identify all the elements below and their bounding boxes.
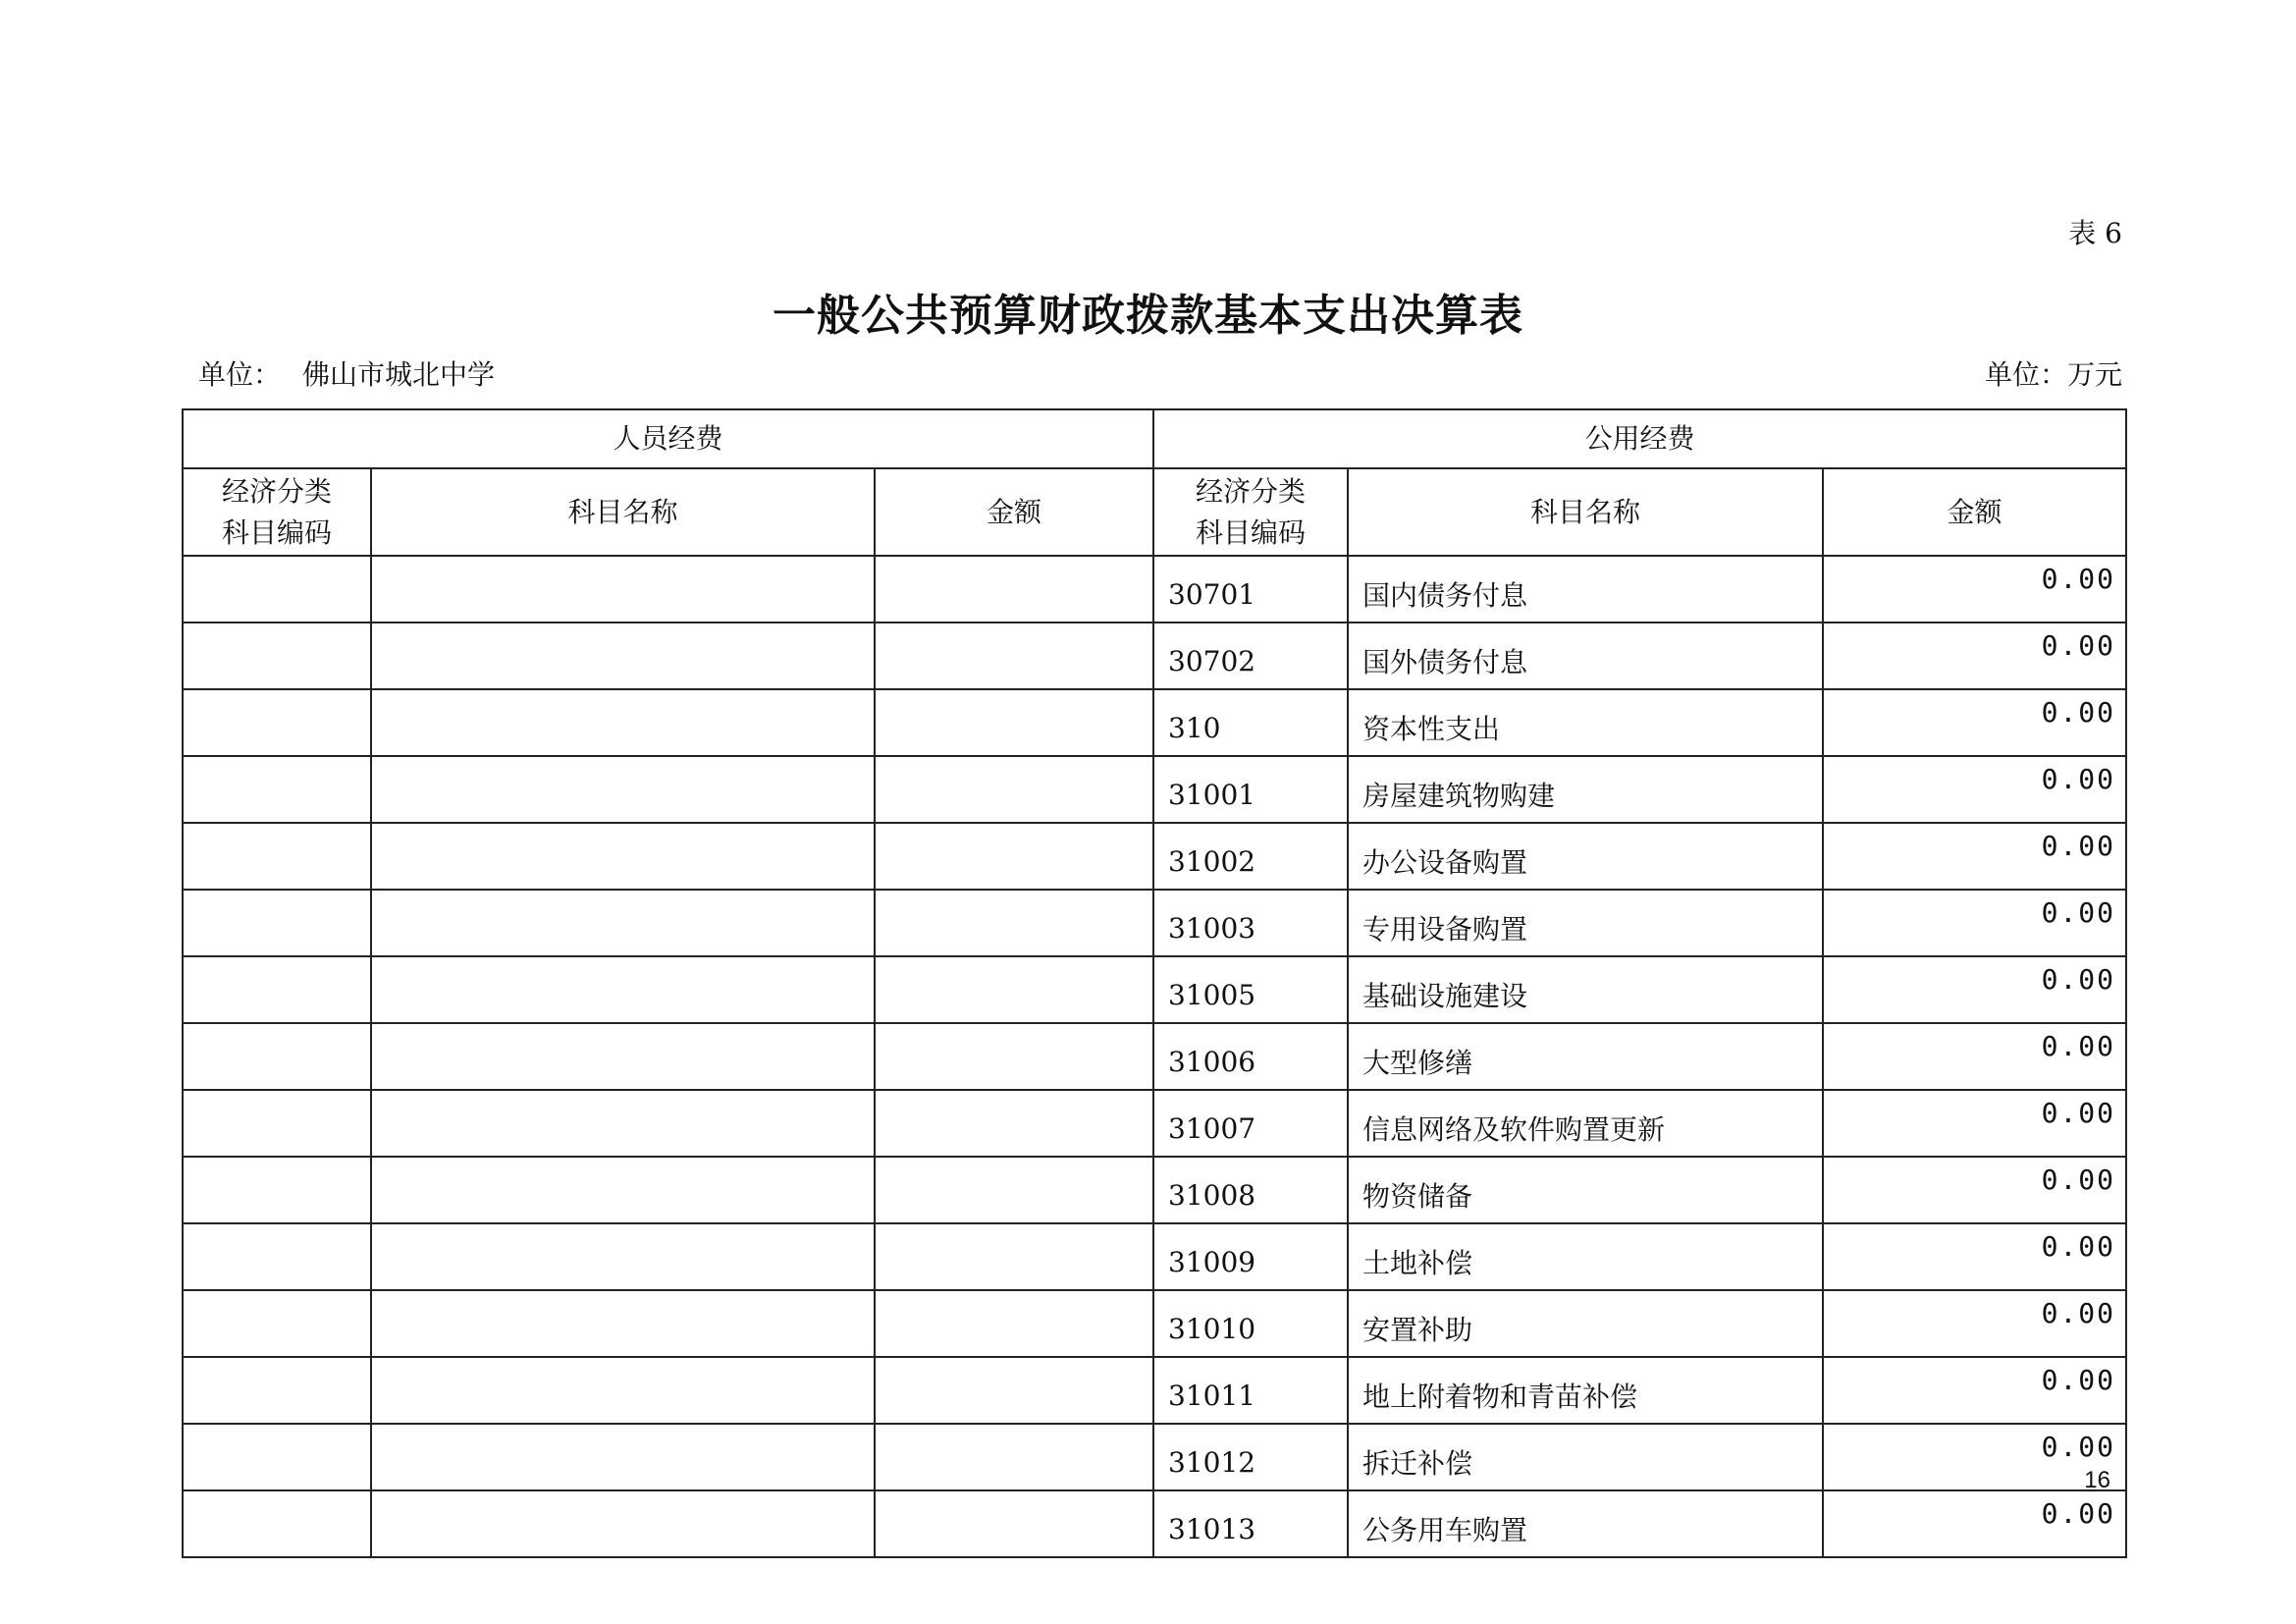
public-name-cell: 国内债务付息: [1348, 556, 1823, 623]
personnel-code-cell: [183, 1023, 371, 1090]
public-amount-cell: 0.00: [1823, 1357, 2126, 1424]
public-code-cell: 31006: [1153, 1023, 1348, 1090]
public-name-cell: 拆迁补偿: [1348, 1424, 1823, 1490]
personnel-amount-cell: [875, 956, 1153, 1023]
personnel-name-cell: [371, 1157, 875, 1223]
group-header-public: 公用经费: [1153, 409, 2126, 468]
personnel-amount-cell: [875, 1490, 1153, 1557]
personnel-name-cell: [371, 1090, 875, 1157]
public-code-cell: 31010: [1153, 1290, 1348, 1357]
public-name-cell: 基础设施建设: [1348, 956, 1823, 1023]
personnel-code-cell: [183, 823, 371, 890]
public-code-cell: 310: [1153, 689, 1348, 756]
personnel-amount-cell: [875, 1223, 1153, 1290]
group-header-row: [183, 409, 2126, 468]
public-name-cell: 专用设备购置: [1348, 890, 1823, 956]
personnel-code-cell: [183, 1290, 371, 1357]
personnel-code-cell: [183, 1424, 371, 1490]
public-amount-cell: 0.00: [1823, 1490, 2126, 1557]
public-amount-cell: 0.00: [1823, 1223, 2126, 1290]
public-amount-cell: 0.00: [1823, 1090, 2126, 1157]
table-row: [183, 956, 2126, 1023]
public-amount-cell: 0.00: [1823, 956, 2126, 1023]
personnel-name-cell: [371, 1023, 875, 1090]
public-name-cell: 公务用车购置: [1348, 1490, 1823, 1557]
personnel-amount-cell: [875, 1357, 1153, 1424]
public-code-cell: 31013: [1153, 1490, 1348, 1557]
personnel-code-cell: [183, 1090, 371, 1157]
personnel-name-cell: [371, 623, 875, 689]
personnel-name-cell: [371, 956, 875, 1023]
personnel-code-cell: [183, 1157, 371, 1223]
personnel-code-cell: [183, 689, 371, 756]
public-code-cell: 31009: [1153, 1223, 1348, 1290]
table-row: [183, 1424, 2126, 1490]
personnel-name-cell: [371, 1424, 875, 1490]
public-name-cell: 房屋建筑物购建: [1348, 756, 1823, 823]
personnel-amount-cell: [875, 823, 1153, 890]
public-name-cell: 安置补助: [1348, 1290, 1823, 1357]
group-header-personnel: 人员经费: [183, 409, 1153, 468]
personnel-code-cell: [183, 1357, 371, 1424]
personnel-name-cell: [371, 756, 875, 823]
unit-label: 单位：: [198, 358, 282, 391]
table-row: [183, 823, 2126, 890]
table-row: [183, 556, 2126, 623]
table-number: 表 6: [2068, 217, 2122, 249]
personnel-amount-cell: [875, 756, 1153, 823]
public-name-cell: 大型修缮: [1348, 1023, 1823, 1090]
table-row: [183, 1223, 2126, 1290]
public-code-cell: 31008: [1153, 1157, 1348, 1223]
public-amount-cell: 0.00: [1823, 1424, 2126, 1490]
public-name-cell: 地上附着物和青苗补偿: [1348, 1357, 1823, 1424]
public-amount-cell: 0.00: [1823, 689, 2126, 756]
table-row: [183, 890, 2126, 956]
table-row: [183, 1157, 2126, 1223]
table-row: [183, 756, 2126, 823]
page-number: 16: [2084, 1467, 2110, 1493]
personnel-code-cell: [183, 890, 371, 956]
public-code-cell: 31005: [1153, 956, 1348, 1023]
personnel-code-cell: [183, 956, 371, 1023]
public-name-cell: 土地补偿: [1348, 1223, 1823, 1290]
personnel-code-cell: [183, 756, 371, 823]
table-row: [183, 623, 2126, 689]
personnel-name-cell: [371, 556, 875, 623]
document-title: 一般公共预算财政拨款基本支出决算表: [773, 291, 1523, 341]
personnel-name-cell: [371, 1357, 875, 1424]
unit-name: 佛山市城北中学: [302, 358, 496, 391]
col-header-personnel-amount: 金额: [875, 468, 1153, 556]
col-header-personnel-name: 科目名称: [371, 468, 875, 556]
public-amount-cell: 0.00: [1823, 556, 2126, 623]
public-name-cell: 办公设备购置: [1348, 823, 1823, 890]
personnel-amount-cell: [875, 1023, 1153, 1090]
column-header-row: [183, 468, 2126, 556]
personnel-name-cell: [371, 689, 875, 756]
personnel-amount-cell: [875, 623, 1153, 689]
public-code-cell: 30701: [1153, 556, 1348, 623]
public-name-cell: 信息网络及软件购置更新: [1348, 1090, 1823, 1157]
table-row: [183, 689, 2126, 756]
personnel-amount-cell: [875, 1424, 1153, 1490]
table-row: [183, 1490, 2126, 1557]
public-amount-cell: 0.00: [1823, 823, 2126, 890]
col-header-public-amount: 金额: [1823, 468, 2126, 556]
personnel-name-cell: [371, 1290, 875, 1357]
personnel-name-cell: [371, 1223, 875, 1290]
public-code-cell: 31003: [1153, 890, 1348, 956]
public-amount-cell: 0.00: [1823, 1023, 2126, 1090]
public-amount-cell: 0.00: [1823, 1290, 2126, 1357]
public-code-cell: 31011: [1153, 1357, 1348, 1424]
expense-table: [182, 408, 2127, 1558]
personnel-name-cell: [371, 1490, 875, 1557]
public-name-cell: 资本性支出: [1348, 689, 1823, 756]
table-row: [183, 1290, 2126, 1357]
personnel-amount-cell: [875, 556, 1153, 623]
personnel-code-cell: [183, 1223, 371, 1290]
personnel-amount-cell: [875, 1090, 1153, 1157]
personnel-amount-cell: [875, 1290, 1153, 1357]
public-amount-cell: 0.00: [1823, 756, 2126, 823]
table-body: [183, 556, 2126, 1557]
public-amount-cell: 0.00: [1823, 1157, 2126, 1223]
public-amount-cell: 0.00: [1823, 890, 2126, 956]
public-name-cell: 国外债务付息: [1348, 623, 1823, 689]
personnel-amount-cell: [875, 1157, 1153, 1223]
table-row: [183, 1357, 2126, 1424]
public-code-cell: 31007: [1153, 1090, 1348, 1157]
personnel-name-cell: [371, 890, 875, 956]
col-header-personnel-code: 经济分类 科目编码: [183, 468, 371, 556]
personnel-code-cell: [183, 1490, 371, 1557]
currency-unit: 单位：万元: [1984, 358, 2122, 391]
personnel-name-cell: [371, 823, 875, 890]
table-row: [183, 1090, 2126, 1157]
public-name-cell: 物资储备: [1348, 1157, 1823, 1223]
col-header-public-name: 科目名称: [1348, 468, 1823, 556]
public-code-cell: 30702: [1153, 623, 1348, 689]
public-code-cell: 31001: [1153, 756, 1348, 823]
personnel-amount-cell: [875, 890, 1153, 956]
col-header-public-code: 经济分类 科目编码: [1153, 468, 1348, 556]
personnel-code-cell: [183, 556, 371, 623]
table-row: [183, 1023, 2126, 1090]
personnel-amount-cell: [875, 689, 1153, 756]
public-amount-cell: 0.00: [1823, 623, 2126, 689]
personnel-code-cell: [183, 623, 371, 689]
reporting-unit: [198, 353, 495, 393]
public-code-cell: 31002: [1153, 823, 1348, 890]
public-code-cell: 31012: [1153, 1424, 1348, 1490]
